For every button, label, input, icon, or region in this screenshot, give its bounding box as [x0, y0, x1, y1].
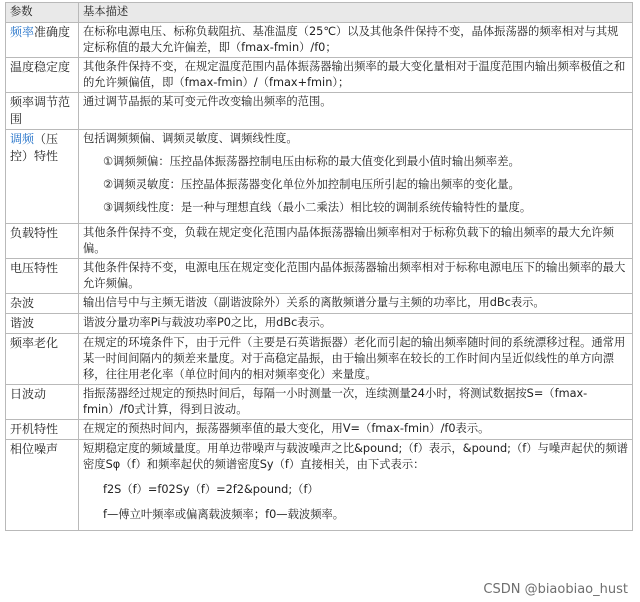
table-row — [6, 259, 633, 294]
param-cell — [6, 23, 79, 58]
desc-cell: 在标称电源电压、标称负载阻抗、基准温度（25℃）以及其他条件保持不变，晶体振荡器的频率相对与其规定标称值的最大允许偏差，即（fmax-fmin）/f0； — [79, 23, 633, 58]
desc-cell: 其他条件保持不变，负载在规定变化范围内晶体振荡器输出频率相对于标称负载下的输出频率的最大允许频偏。 — [79, 224, 633, 259]
formula: f2S（f）=f02Sy（f）=2f2&pound;（f） — [103, 483, 319, 496]
list-item: ②调频灵敏度：压控晶体振荡器变化单位外加控制电压所引起的输出频率的变化量。 — [103, 178, 520, 191]
desc-cell: 输出信号中与主频无谐波（副谐波除外）关系的离散频谱分量与主频的功率比，用dBc表示。 — [79, 294, 633, 314]
desc-cell: 通过调节晶振的某可变元件改变输出频率的范围。 — [79, 93, 633, 130]
table-row — [6, 23, 633, 58]
param-cell: 频率老化 — [6, 334, 79, 385]
table-row — [6, 420, 633, 440]
table-row — [6, 314, 633, 334]
desc-cell: 其他条件保持不变，电源电压在规定变化范围内晶体振荡器输出频率相对于标称电源电压下的输出频率的最大允许频偏。 — [79, 259, 633, 294]
table-row — [6, 130, 633, 224]
header-row — [6, 3, 633, 23]
desc-cell: 谐波分量功率Pi与载波功率P0之比，用dBc表示。 — [79, 314, 633, 334]
spec-table — [5, 2, 633, 531]
param-link[interactable]: 调频 — [10, 132, 35, 146]
param-text: 准确度 — [34, 25, 71, 39]
desc-cell — [79, 440, 633, 531]
param-cell — [6, 130, 79, 224]
desc-cell: 在规定的预热时间内，振荡器频率值的最大变化，用V=（fmax-fmin）/f0表示。 — [79, 420, 633, 440]
header-desc: 基本描述 — [79, 3, 633, 23]
param-link[interactable]: 频率 — [10, 25, 35, 39]
table-row — [6, 58, 633, 93]
desc-cell: 其他条件保持不变，在规定温度范围内晶体振荡器输出频率的最大变化量相对于温度范围内输出频率极值之和的允许频偏值，即（fmax-fmin）/（fmax+fmin）； — [79, 58, 633, 93]
param-cell: 相位噪声 — [6, 440, 79, 531]
table-row — [6, 440, 633, 531]
param-cell: 频率调节范围 — [6, 93, 79, 130]
watermark: CSDN @biaobiao_hust — [483, 582, 628, 597]
param-cell: 电压特性 — [6, 259, 79, 294]
param-cell: 负载特性 — [6, 224, 79, 259]
table-row — [6, 93, 633, 130]
table-row — [6, 224, 633, 259]
param-cell: 日波动 — [6, 385, 79, 420]
desc-text: 短期稳定度的频域量度。用单边带噪声与载波噪声之比&pound;（f）表示，&pound;（f）与噪声起伏的频谱密度Sφ（f）和频率起伏的频谱密度Sy（f）直接相关，由下式表示： — [83, 442, 628, 471]
list-item: ③调频线性度：是一种与理想直线（最小二乘法）相比较的调制系统传输特性的量度。 — [103, 201, 532, 214]
desc-cell — [79, 130, 633, 224]
desc-text: 包括调频频偏、调频灵敏度、调频线性度。 — [83, 132, 298, 145]
formula-note: f—傅立叶频率或偏离载波频率；f0—载波频率。 — [103, 508, 345, 521]
param-cell: 谐波 — [6, 314, 79, 334]
table-row — [6, 334, 633, 385]
param-cell: 温度稳定度 — [6, 58, 79, 93]
param-text: （压控）特性 — [10, 132, 59, 163]
table-row — [6, 385, 633, 420]
desc-cell: 指振荡器经过规定的预热时间后，每隔一小时测量一次，连续测量24小时，将测试数据按S=（fmax-fmin）/f0式计算，得到日波动。 — [79, 385, 633, 420]
header-param: 参数 — [6, 3, 79, 23]
param-cell: 开机特性 — [6, 420, 79, 440]
list-item: ①调频频偏：压控晶体振荡器控制电压由标称的最大值变化到最小值时输出频率差。 — [103, 155, 520, 168]
param-cell: 杂波 — [6, 294, 79, 314]
table-row — [6, 294, 633, 314]
desc-cell: 在规定的环境条件下，由于元件（主要是石英谐振器）老化而引起的输出频率随时间的系统漂移过程。通常用某一时间间隔内的频差来量度。对于高稳定晶振，由于输出频率在较长的工作时间内呈近似线性的单方向漂移，往往用老化率（单位时间内的相对频率变化）来量度。 — [79, 334, 633, 385]
